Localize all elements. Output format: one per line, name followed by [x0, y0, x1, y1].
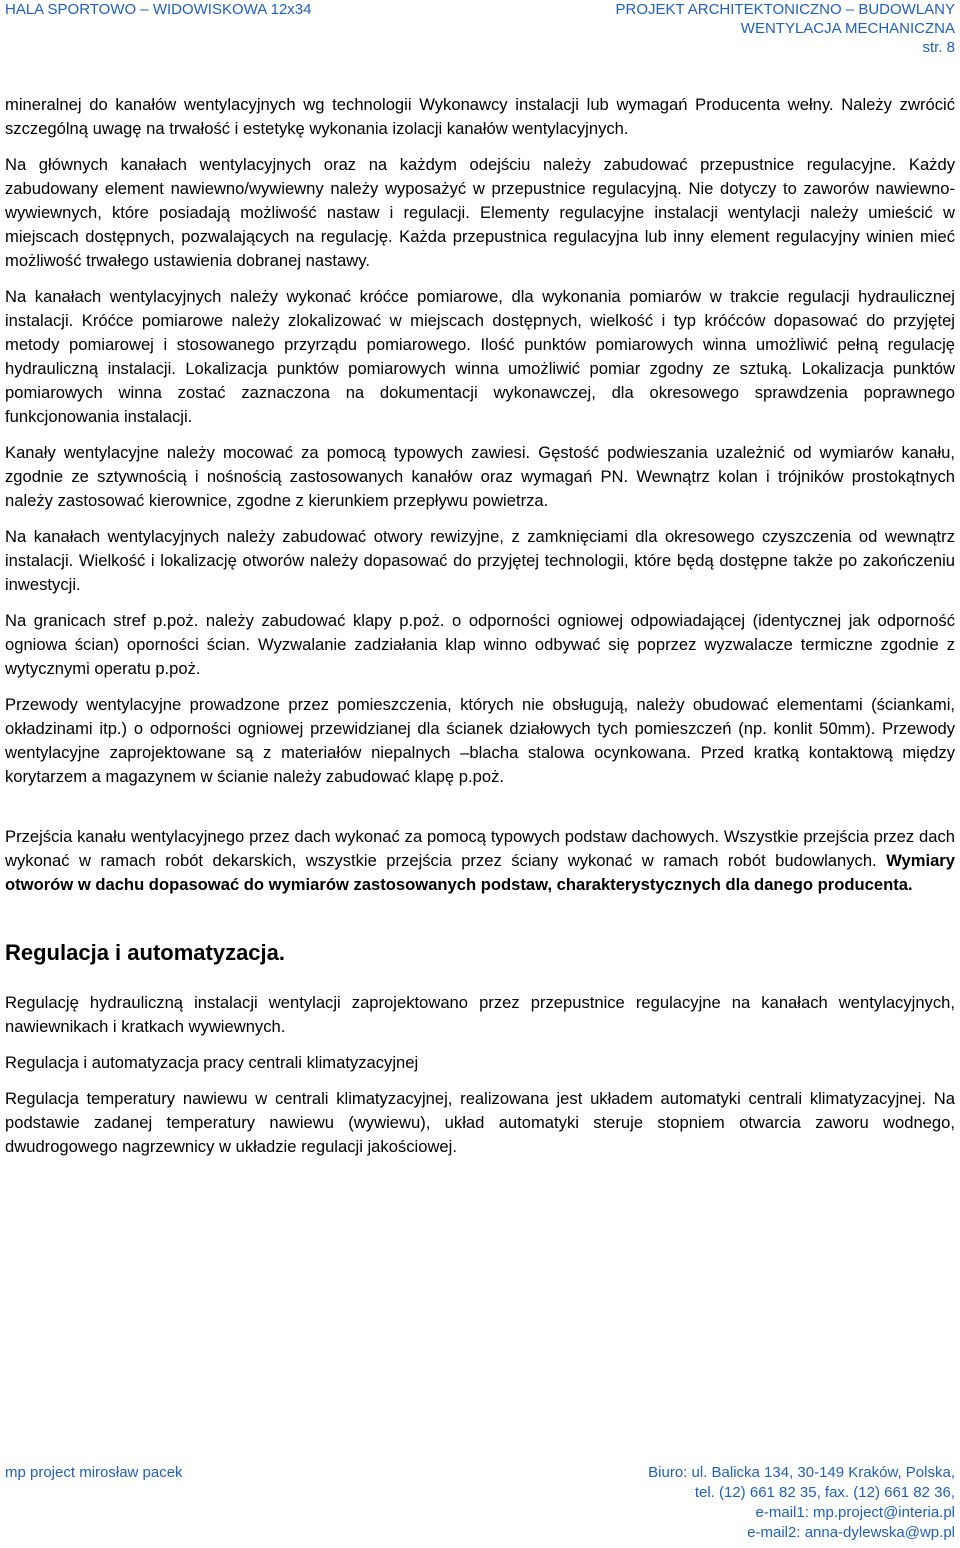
page-footer	[0, 1460, 960, 1540]
roof-penetrations-text: Przejścia kanału wentylacyjnego przez dach wykonać za pomocą typowych podstaw dachowych. Wszystkie przejścia przez dach wykonać w ramach robót dekarskich, wszystkie przejścia przez ściany wykonać w ramach robót budowlanych.	[5, 827, 955, 870]
paragraph-duct-enclosure: Przewody wentylacyjne prowadzone przez pomieszczenia, których nie obsługują, należy obudować elementami (ściankami, okładzinami itp.) o odporności ogniowej przewidzianej dla ścianek działowych tych pomieszczeń (np. konlit 50mm). Przewody wentylacyjne zaprojektowane są z materiałów niepalnych –blacha stalowa ocynkowana. Przed kratką kontaktową między korytarzem a magazynem w ścianie należy zabudować klapę p.poż.	[5, 695, 955, 786]
footer-phone-fax: tel. (12) 661 82 35, fax. (12) 661 82 36,	[694, 1484, 955, 1501]
roof-penetrations-bold-text: Wymiary otworów w dachu dopasować do wymiarów zastosowanych podstaw, charakterystycznych dla danego producenta.	[5, 851, 955, 894]
footer-contact-block	[648, 1463, 955, 1543]
footer-address: Biuro: ul. Balicka 134, 30-149 Kraków, Polska,	[648, 1464, 955, 1481]
header-project-title: HALA SPORTOWO – WIDOWISKOWA 12x34	[5, 1, 312, 18]
section-heading-regulation: Regulacja i automatyzacja.	[5, 940, 285, 965]
paragraph-supply-temperature: Regulacja temperatury nawiewu w centrali klimatyzacyjnej, realizowana jest układem automatyki centrali klimatyzacyjnej. Na podstawie zadanej temperatury nawiewu (wywiewu), układ automatyki steruje stopniem otwarcia zaworu wodnego, dwudrogowego nagrzewnicy w układzie regulacji jakościowej.	[5, 1089, 955, 1156]
paragraph-insulation: mineralnej do kanałów wentylacyjnych wg technologii Wykonawcy instalacji lub wymagań Producenta wełny. Należy zwrócić szczególną uwagę na trwałość i estetykę wykonania izolacji kanałów wentylacyjnych.	[5, 95, 955, 138]
paragraph-roof-penetrations	[5, 825, 955, 897]
document-body	[5, 93, 955, 1171]
paragraph-ahu-control-title: Regulacja i automatyzacja pracy centrali klimatyzacyjnej	[5, 1053, 419, 1072]
paragraph-duct-mounting: Kanały wentylacyjne należy mocować za pomocą typowych zawiesi. Gęstość podwieszania uzależnić od wymiarów kanału, zgodnie ze sztywnością i nośnością zastosowanych kanałów oraz wymagań PN. Wewnątrz kolan i trójników prostokątnych należy zastosować kierownice, zgodne z kierunkiem przepływu powietrza.	[5, 443, 955, 510]
paragraph-inspection-openings: Na kanałach wentylacyjnych należy zabudować otwory rewizyjne, z zamknięciami dla okresowego czyszczenia od wewnątrz instalacji. Wielkość i lokalizację otworów należy dopasować do przyjętej technologii, które będą dostępne także po zakończeniu inwestycji.	[5, 527, 955, 594]
paragraph-hydraulic-regulation: Regulację hydrauliczną instalacji wentylacji zaprojektowano przez przepustnice regulacyjne na kanałach wentylacyjnych, nawiewnikach i kratkach wywiewnych.	[5, 993, 955, 1036]
paragraph-dampers: Na głównych kanałach wentylacyjnych oraz na każdym odejściu należy zabudować przepustnice regulacyjne. Każdy zabudowany element nawiewno/wywiewny należy wyposażyć w przepustnice regulacyjną. Nie dotyczy to zaworów nawiewno-wywiewnych, które posiadają możliwość nastaw i regulacji. Elementy regulacyjne instalacji wentylacji należy umieścić w miejscach dostępnych, pozwalających na regulację. Każda przepustnica regulacyjna lub inny element regulacyjny winien mieć możliwość trwałego ustawienia dobranej nastawy.	[5, 155, 955, 270]
header-right-block	[616, 0, 956, 57]
header-discipline: WENTYLACJA MECHANICZNA	[740, 20, 955, 37]
footer-email-2[interactable]: e-mail2: anna-dylewska@wp.pl	[747, 1524, 955, 1541]
header-page-number: str. 8	[922, 39, 955, 56]
paragraph-fire-dampers: Na granicach stref p.poż. należy zabudować klapy p.poż. o odporności ogniowej odpowiadającej (identycznej jak odporność ogniowa ścian) oporności ścian. Wyzwalanie zadziałania klap winno odbywać się poprzez wyzwalacze termiczne zgodnie z wytycznymi operatu p.poż.	[5, 611, 955, 678]
footer-email-1[interactable]: e-mail1: mp.project@interia.pl	[755, 1504, 955, 1521]
header-project-type: PROJEKT ARCHITEKTONICZNO – BUDOWLANY	[615, 1, 955, 18]
paragraph-measurement-ports: Na kanałach wentylacyjnych należy wykonać króćce pomiarowe, dla wykonania pomiarów w trakcie regulacji hydraulicznej instalacji. Króćce pomiarowe należy zlokalizować w miejscach dostępnych, wielkość i typ króćców dopasować do przyjętej metody pomiarowej i stosowanego przyrządu pomiarowego. Ilość punktów pomiarowych winna umożliwić pełną regulację hydrauliczną instalacji. Lokalizacja punktów pomiarowych winna umożliwić pomiar zgodny ze sztuką. Lokalizacja punktów pomiarowych winna zostać zaznaczona na dokumentacji wykonawczej, dla okresowego sprawdzenia poprawnego funkcjonowania instalacji.	[5, 287, 955, 426]
page-header	[0, 0, 960, 62]
footer-company-name: mp project mirosław pacek	[5, 1464, 183, 1481]
